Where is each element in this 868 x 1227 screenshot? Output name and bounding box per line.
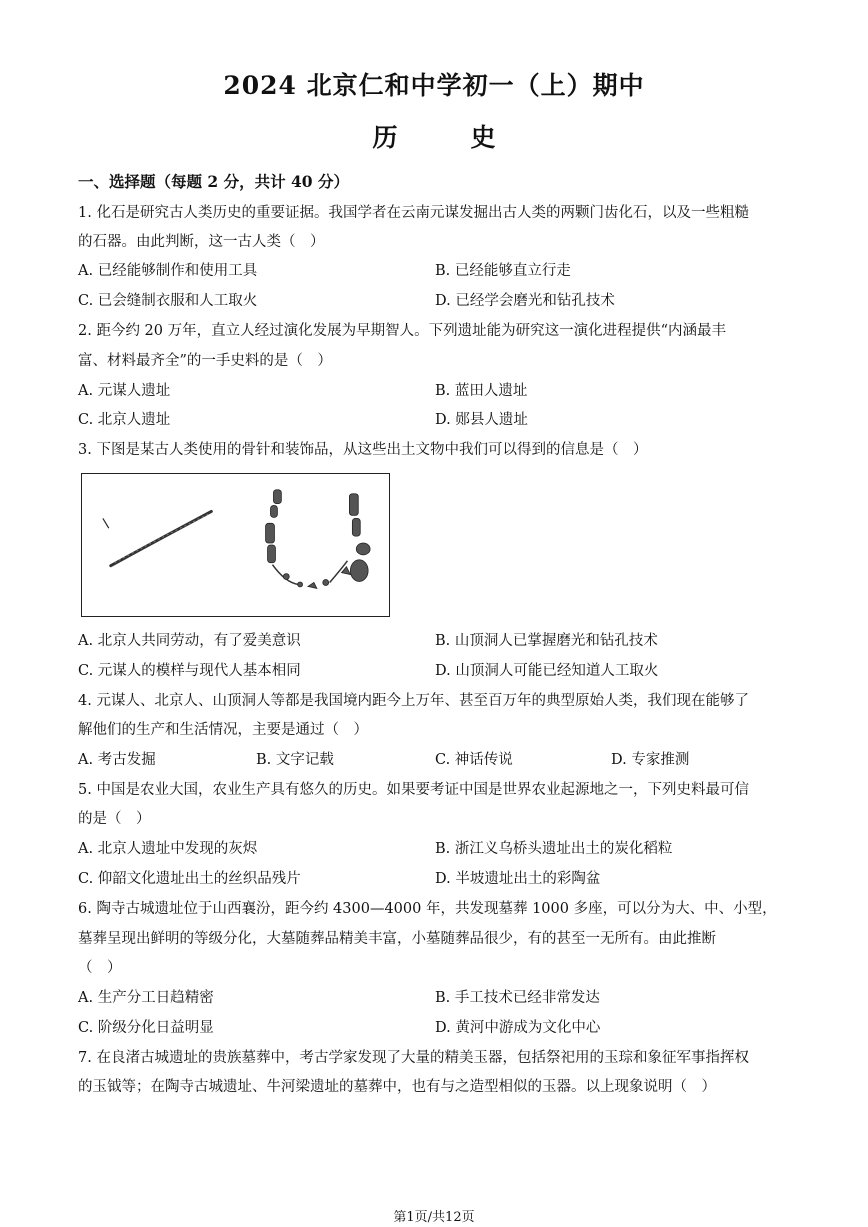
q4-option-b: B. 文字记载	[256, 752, 334, 768]
q2-option-a: A. 元谋人遗址	[78, 383, 171, 399]
q3-option-b: B. 山顶洞人已掌握磨光和钻孔技术	[435, 633, 658, 649]
q2-option-d: D. 郧县人遗址	[435, 412, 528, 428]
artifact-illustration	[82, 474, 389, 616]
bone-needle-ornament-figure	[81, 473, 390, 617]
q6-line-1: 6. 陶寺古城遗址位于山西襄汾，距今约 4300—4000 年，共发现墓葬 1000 多座，可以分为大、中、小型，	[78, 901, 777, 917]
q6-option-d: D. 黄河中游成为文化中心	[435, 1020, 601, 1036]
q1-line-1: 1. 化石是研究古人类历史的重要证据。我国学者在云南元谋发掘出古人类的两颗门齿化石，以及一些粗糙	[78, 205, 749, 221]
q5-option-d: D. 半坡遗址出土的彩陶盆	[435, 871, 601, 887]
bone-needle	[111, 511, 212, 565]
q4-option-a: A. 考古发掘	[78, 752, 156, 768]
q5-option-a: A. 北京人遗址中发现的灰烬	[78, 841, 258, 857]
q1-option-a: A. 已经能够制作和使用工具	[78, 263, 258, 279]
subject-title: 历 史	[372, 123, 520, 152]
q6-option-c: C. 阶级分化日益明显	[78, 1020, 214, 1036]
q3-option-c: C. 元谋人的模样与现代人基本相同	[78, 663, 301, 679]
q1-option-b: B. 已经能够直立行走	[435, 263, 571, 279]
q6-line-3: （ ）	[78, 960, 122, 976]
q2-line-2: 富、材料最齐全”的一手史料的是（ ）	[78, 353, 332, 369]
q5-line-1: 5. 中国是农业大国，农业生产具有悠久的历史。如果要考证中国是世界农业起源地之一，下列史料最可信	[78, 782, 749, 798]
q3-option-d: D. 山顶洞人可能已经知道人工取火	[435, 663, 659, 679]
q4-option-c: C. 神话传说	[435, 752, 513, 768]
q3-line-1: 3. 下图是某古人类使用的骨针和装饰品，从这些出土文物中我们可以得到的信息是（ ）	[78, 442, 648, 458]
q5-option-c: C. 仰韶文化遗址出土的丝织品残片	[78, 871, 301, 887]
exam-title: 2024 北京仁和中学初一（上）期中	[223, 71, 645, 100]
q2-option-b: B. 蓝田人遗址	[435, 383, 528, 399]
q5-line-2: 的是（ ）	[78, 811, 151, 827]
needle-tip-mark	[103, 518, 109, 528]
q4-line-2: 解他们的生产和生活情况，主要是通过（ ）	[78, 722, 368, 738]
q2-line-1: 2. 距今约 20 万年，直立人经过演化发展为早期智人。下列遗址能为研究这一演化进程提供“内涵最丰	[78, 323, 727, 339]
q5-option-b: B. 浙江义乌桥头遗址出土的炭化稻粒	[435, 841, 673, 857]
q7-line-2: 的玉钺等；在陶寺古城遗址、牛河梁遗址的墓葬中，也有与之造型相似的玉器。以上现象说明（ ）	[78, 1079, 716, 1095]
q6-option-b: B. 手工技术已经非常发达	[435, 990, 600, 1006]
q4-line-1: 4. 元谋人、北京人、山顶洞人等都是我国境内距今上万年、甚至百万年的典型原始人类，我们现在能够了	[78, 693, 749, 709]
q1-option-d: D. 已经学会磨光和钻孔技术	[435, 293, 615, 309]
q1-option-c: C. 已会缝制衣服和人工取火	[78, 293, 258, 309]
section-heading: 一、选择题（每题 2 分，共计 40 分）	[78, 172, 349, 191]
q6-line-2: 墓葬呈现出鲜明的等级分化，大墓随葬品精美丰富，小墓随葬品很少，有的甚至一无所有。由此推断	[78, 931, 716, 947]
q6-option-a: A. 生产分工日趋精密	[78, 990, 214, 1006]
q2-option-c: C. 北京人遗址	[78, 412, 171, 428]
q1-line-2: 的石器。由此判断，这一古人类（ ）	[78, 234, 325, 250]
page-number: 第1页/共12页	[393, 1210, 475, 1225]
q7-line-1: 7. 在良渚古城遗址的贵族墓葬中，考古学家发现了大量的精美玉器，包括祭祀用的玉琮和象征军事指挥权	[78, 1050, 749, 1066]
ornament-necklace	[266, 490, 371, 589]
q3-option-a: A. 北京人共同劳动，有了爱美意识	[78, 633, 301, 649]
q4-option-d: D. 专家推测	[611, 752, 690, 768]
